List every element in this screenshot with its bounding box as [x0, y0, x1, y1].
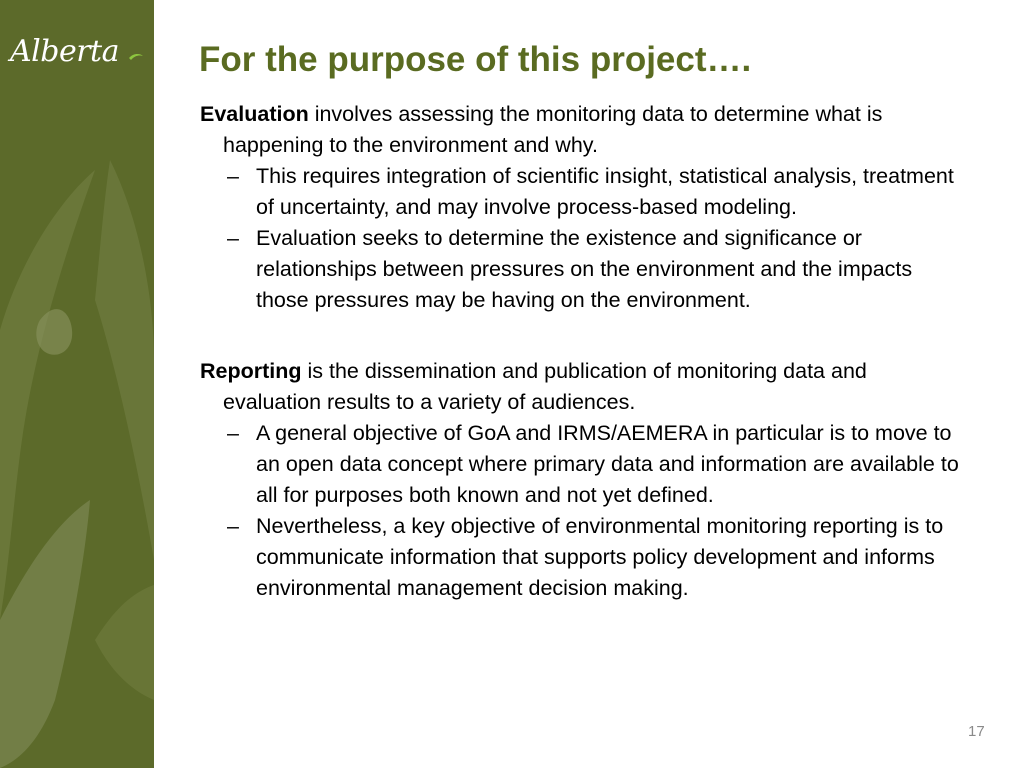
- alberta-logo-text: Alberta: [10, 34, 119, 69]
- evaluation-term: Evaluation: [200, 102, 309, 126]
- logo-swoosh-icon: [128, 52, 144, 62]
- bullet-item: [200, 223, 960, 316]
- page-number: 17: [968, 723, 985, 740]
- alberta-logo: [10, 32, 144, 78]
- slide-title: For the purpose of this project….: [199, 40, 752, 79]
- bullet-text: Evaluation seeks to determine the existence and significance or relationships between pressures on the environment and the impacts those pressures may be having on the environment.: [256, 226, 913, 312]
- bullet-text: This requires integration of scientific insight, statistical analysis, treatment of uncertainty, and may involve process-based modeling.: [256, 164, 954, 219]
- bullet-text: A general objective of GoA and IRMS/AEMERA in particular is to move to an open data concept where primary data and information are available to all for purposes both known and not yet defined.: [256, 421, 959, 507]
- bullet-dash: –: [227, 164, 239, 188]
- bullet-dash: –: [227, 226, 239, 250]
- evaluation-definition: involves assessing the monitoring data to determine what is happening to the environment and why.: [223, 102, 883, 157]
- bullet-item: [200, 418, 960, 511]
- evaluation-paragraph: [200, 99, 960, 161]
- sidebar-panel: [0, 0, 154, 768]
- bullet-item: [200, 511, 960, 604]
- bullet-text: Nevertheless, a key objective of environmental monitoring reporting is to communicate information that supports policy development and informs environmental management decision making.: [256, 514, 944, 600]
- sidebar-decoration: [0, 0, 154, 768]
- bullet-item: [200, 161, 960, 223]
- slide-body: [200, 99, 960, 604]
- reporting-paragraph: [200, 356, 960, 418]
- bullet-dash: –: [227, 421, 239, 445]
- reporting-definition: is the dissemination and publication of monitoring data and evaluation results to a variety of audiences.: [223, 359, 867, 414]
- section-spacer: [200, 316, 960, 356]
- reporting-term: Reporting: [200, 359, 302, 383]
- bullet-dash: –: [227, 514, 239, 538]
